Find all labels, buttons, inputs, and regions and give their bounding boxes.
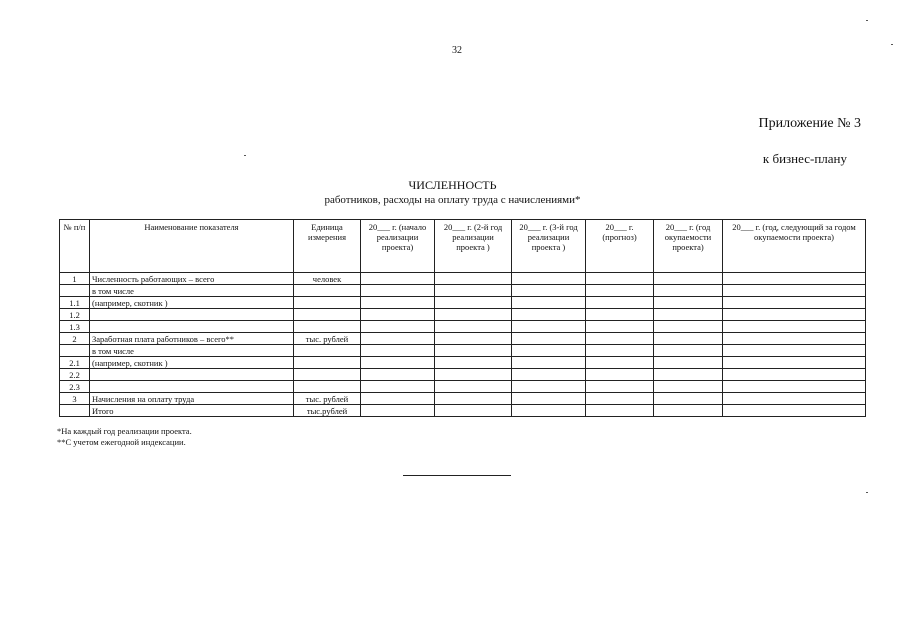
scan-speck <box>891 44 893 45</box>
value-cell <box>723 285 866 297</box>
value-cell <box>654 393 723 405</box>
table-row <box>60 405 866 417</box>
appendix-subtitle: к бизнес-плану <box>762 151 847 166</box>
header-after-payback: 20___ г. (год, следующий за годом окупаемости проекта) <box>723 220 866 273</box>
header-year-3: 20___ г. (3-й год реализации проекта ) <box>512 220 586 273</box>
row-name <box>90 321 294 333</box>
value-cell <box>586 357 654 369</box>
value-cell <box>723 321 866 333</box>
value-cell <box>361 393 435 405</box>
row-unit <box>294 309 361 321</box>
value-cell <box>723 393 866 405</box>
value-cell <box>361 357 435 369</box>
value-cell <box>435 273 512 285</box>
row-unit <box>294 285 361 297</box>
value-cell <box>586 393 654 405</box>
value-cell <box>361 273 435 285</box>
header-name: Наименование показателя <box>90 220 294 273</box>
row-number: 1.2 <box>60 309 90 321</box>
header-num: № п/п <box>60 220 90 273</box>
value-cell <box>435 357 512 369</box>
table-row <box>60 321 866 333</box>
staff-table <box>59 219 866 417</box>
value-cell <box>512 309 586 321</box>
value-cell <box>512 273 586 285</box>
value-cell <box>512 357 586 369</box>
row-name: в том числе <box>90 285 294 297</box>
page-number: 32 <box>452 45 462 56</box>
row-number: 1.1 <box>60 297 90 309</box>
value-cell <box>723 345 866 357</box>
row-unit <box>294 381 361 393</box>
value-cell <box>361 405 435 417</box>
row-unit <box>294 345 361 357</box>
table-row <box>60 309 866 321</box>
value-cell <box>723 369 866 381</box>
value-cell <box>512 381 586 393</box>
table-row <box>60 285 866 297</box>
row-number <box>60 285 90 297</box>
row-unit <box>294 321 361 333</box>
document-title <box>0 178 905 208</box>
row-name <box>90 309 294 321</box>
value-cell <box>654 321 723 333</box>
table-row <box>60 393 866 405</box>
row-name: (например, скотник ) <box>90 297 294 309</box>
value-cell <box>654 381 723 393</box>
value-cell <box>723 381 866 393</box>
row-number: 1 <box>60 273 90 285</box>
value-cell <box>435 285 512 297</box>
row-number: 1.3 <box>60 321 90 333</box>
table-body <box>60 273 866 417</box>
value-cell <box>654 309 723 321</box>
header-payback: 20___ г. (год окупаемости проекта) <box>654 220 723 273</box>
value-cell <box>586 345 654 357</box>
appendix-title: Приложение № 3 <box>758 116 861 131</box>
value-cell <box>512 297 586 309</box>
value-cell <box>723 357 866 369</box>
value-cell <box>361 321 435 333</box>
footnote-2: **С учетом ежегодной индексации. <box>57 437 186 447</box>
value-cell <box>512 333 586 345</box>
value-cell <box>435 345 512 357</box>
row-unit: человек <box>294 273 361 285</box>
value-cell <box>512 369 586 381</box>
value-cell <box>361 381 435 393</box>
value-cell <box>586 285 654 297</box>
title-sub: работников, расходы на оплату труда с начислениями* <box>324 194 581 206</box>
value-cell <box>654 297 723 309</box>
value-cell <box>723 405 866 417</box>
value-cell <box>654 405 723 417</box>
value-cell <box>435 333 512 345</box>
row-unit: тыс. рублей <box>294 393 361 405</box>
value-cell <box>361 333 435 345</box>
value-cell <box>586 297 654 309</box>
value-cell <box>435 405 512 417</box>
value-cell <box>654 333 723 345</box>
footnote-1: *На каждый год реализации проекта. <box>57 426 192 436</box>
value-cell <box>723 297 866 309</box>
value-cell <box>435 381 512 393</box>
value-cell <box>586 405 654 417</box>
value-cell <box>654 345 723 357</box>
header-forecast: 20___ г. (прогноз) <box>586 220 654 273</box>
row-name: (например, скотник ) <box>90 357 294 369</box>
table-row <box>60 369 866 381</box>
header-year-1: 20___ г. (начало реализации проекта) <box>361 220 435 273</box>
value-cell <box>512 321 586 333</box>
value-cell <box>435 297 512 309</box>
footnotes <box>57 426 192 448</box>
value-cell <box>361 345 435 357</box>
header-unit: Единица измерения <box>294 220 361 273</box>
row-unit <box>294 297 361 309</box>
value-cell <box>512 285 586 297</box>
table-row <box>60 273 866 285</box>
value-cell <box>654 285 723 297</box>
value-cell <box>435 309 512 321</box>
row-name: Численность работающих – всего <box>90 273 294 285</box>
row-number <box>60 405 90 417</box>
value-cell <box>586 273 654 285</box>
header-year-2: 20___ г. (2-й год реализации проекта ) <box>435 220 512 273</box>
value-cell <box>435 321 512 333</box>
value-cell <box>654 273 723 285</box>
value-cell <box>723 309 866 321</box>
table-row <box>60 357 866 369</box>
row-name: Заработная плата работников – всего** <box>90 333 294 345</box>
value-cell <box>435 393 512 405</box>
row-number: 2.1 <box>60 357 90 369</box>
table-row <box>60 333 866 345</box>
value-cell <box>723 333 866 345</box>
table-header-row <box>60 220 866 273</box>
table-row <box>60 345 866 357</box>
value-cell <box>586 333 654 345</box>
value-cell <box>586 321 654 333</box>
value-cell <box>361 309 435 321</box>
row-unit <box>294 369 361 381</box>
row-number: 3 <box>60 393 90 405</box>
row-number: 2.3 <box>60 381 90 393</box>
row-unit <box>294 357 361 369</box>
value-cell <box>361 369 435 381</box>
row-number <box>60 345 90 357</box>
value-cell <box>654 357 723 369</box>
value-cell <box>654 369 723 381</box>
row-name <box>90 369 294 381</box>
separator-rule <box>403 475 511 476</box>
title-main: ЧИСЛЕННОСТЬ <box>408 178 497 192</box>
value-cell <box>361 297 435 309</box>
value-cell <box>512 393 586 405</box>
row-unit: тыс. рублей <box>294 333 361 345</box>
row-number: 2.2 <box>60 369 90 381</box>
scan-speck <box>866 20 868 21</box>
row-name: Итого <box>90 405 294 417</box>
table-row <box>60 297 866 309</box>
scan-speck <box>244 155 246 156</box>
row-name: в том числе <box>90 345 294 357</box>
value-cell <box>361 285 435 297</box>
row-number: 2 <box>60 333 90 345</box>
value-cell <box>586 309 654 321</box>
table-row <box>60 381 866 393</box>
row-unit: тыс.рублей <box>294 405 361 417</box>
value-cell <box>435 369 512 381</box>
value-cell <box>512 345 586 357</box>
scan-speck <box>866 492 868 493</box>
row-name <box>90 381 294 393</box>
value-cell <box>586 381 654 393</box>
value-cell <box>586 369 654 381</box>
value-cell <box>512 405 586 417</box>
value-cell <box>723 273 866 285</box>
row-name: Начисления на оплату труда <box>90 393 294 405</box>
